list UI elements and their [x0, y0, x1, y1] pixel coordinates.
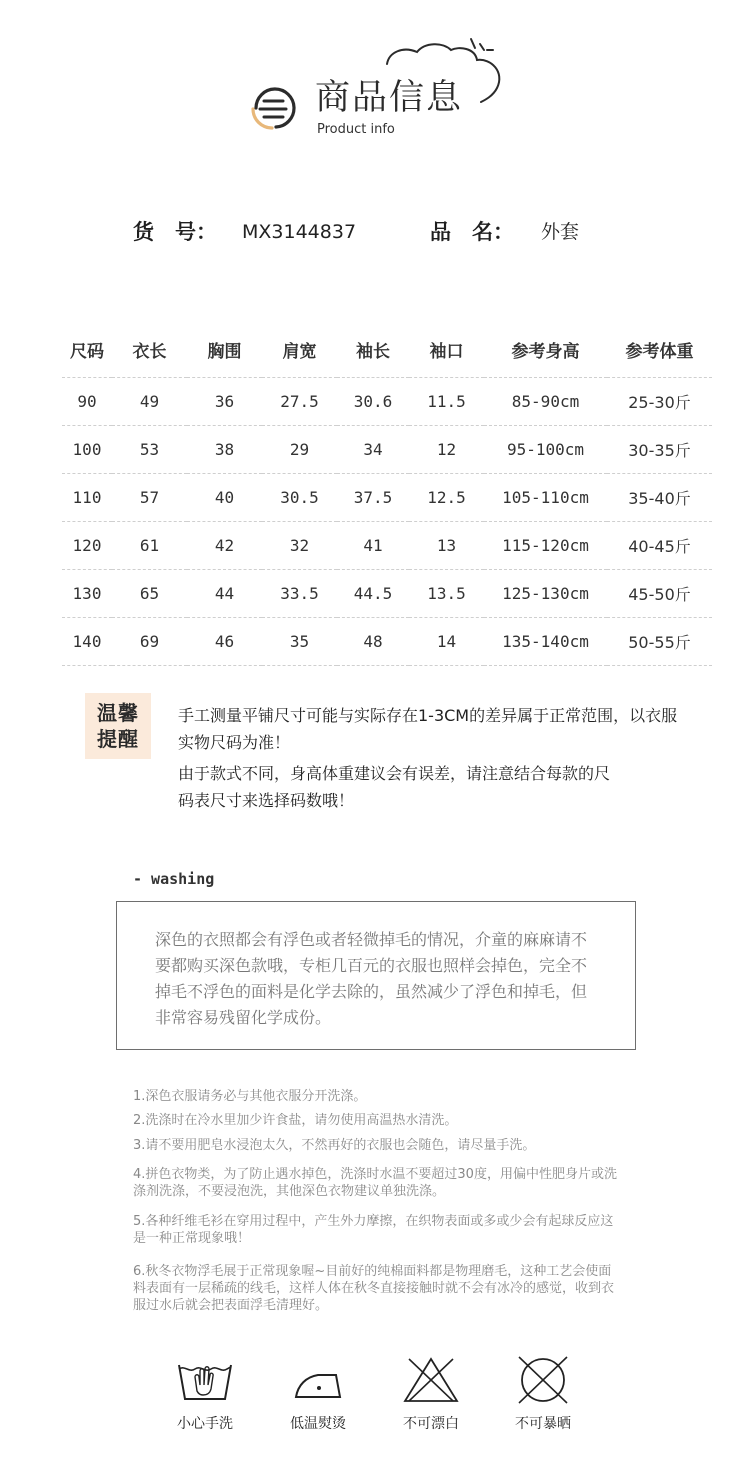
- table-row: [62, 618, 712, 666]
- table-cell: 65: [112, 570, 187, 618]
- table-cell: 50-55斤: [607, 618, 712, 666]
- menu-circle-icon: [250, 85, 300, 131]
- table-cell: 11.5: [409, 378, 484, 426]
- table-cell: 44: [187, 570, 262, 618]
- table-cell: 110: [62, 474, 112, 522]
- table-cell: 35-40斤: [607, 474, 712, 522]
- table-cell: 13.5: [409, 570, 484, 618]
- washing-note: 3.请不要用肥皂水浸泡太久，不然再好的衣服也会随色，请尽量手洗。: [133, 1138, 536, 1153]
- table-cell: 115-120cm: [484, 522, 607, 570]
- table-cell: 40-45斤: [607, 522, 712, 570]
- washing-note: 6.秋冬衣物浮毛展于正常现象喔~目前好的纯棉面料都是物理磨毛，这种工艺会使面料表面有一层稀疏的线毛，这样人体在秋冬直接接触时就不会有冰冷的感觉，收到衣服过水后就会把表面浮毛清理好。: [133, 1264, 615, 1313]
- table-cell: 140: [62, 618, 112, 666]
- column-header: 尺码: [62, 322, 112, 378]
- washing-note: 4.拼色衣物类，为了防止遇水掉色，洗涤时水温不要超过30度，用偏中性肥身片或洗涤剂洗涤，不要浸泡洗，其他深色衣物建议单独洗涤。: [133, 1167, 617, 1199]
- table-row: [62, 522, 712, 570]
- care-label: 小心手洗: [177, 1416, 233, 1432]
- table-cell: 29: [262, 426, 337, 474]
- table-cell: 33.5: [262, 570, 337, 618]
- table-cell: 30-35斤: [607, 426, 712, 474]
- no-tumble-dry-icon: [513, 1355, 573, 1405]
- column-header: 袖口: [409, 322, 484, 378]
- reminder-paragraph: 由于款式不同，身高体重建议会有误差，请注意结合每款的尺码表尺寸来选择码数哦！: [178, 764, 611, 810]
- washing-note: 1.深色衣服请务必与其他衣服分开洗涤。: [133, 1089, 367, 1104]
- care-item-hand-wash: [160, 1355, 250, 1433]
- low-iron-icon: [288, 1355, 348, 1405]
- table-row: [62, 378, 712, 426]
- reminder-badge-line: 提醒: [97, 727, 139, 751]
- care-item-no-tumble-dry: [498, 1355, 588, 1433]
- table-cell: 48: [337, 618, 409, 666]
- table-cell: 37.5: [337, 474, 409, 522]
- product-name-label: 品 名：: [430, 220, 514, 244]
- table-cell: 49: [112, 378, 187, 426]
- washing-info-box: [116, 901, 636, 1050]
- column-header: 衣长: [112, 322, 187, 378]
- table-cell: 95-100cm: [484, 426, 607, 474]
- table-row: [62, 474, 712, 522]
- table-row: [62, 570, 712, 618]
- table-cell: 44.5: [337, 570, 409, 618]
- sku-label: 货 号：: [133, 220, 217, 244]
- table-header-row: [62, 322, 712, 378]
- table-cell: 13: [409, 522, 484, 570]
- table-cell: 36: [187, 378, 262, 426]
- reminder-badge: [85, 693, 151, 759]
- table-cell: 35: [262, 618, 337, 666]
- table-cell: 105-110cm: [484, 474, 607, 522]
- table-cell: 12: [409, 426, 484, 474]
- table-cell: 46: [187, 618, 262, 666]
- hand-wash-icon: [175, 1355, 235, 1405]
- table-cell: 130: [62, 570, 112, 618]
- reminder-paragraph: 手工测量平铺尺寸可能与实际存在1-3CM的差异属于正常范围，以衣服实物尺码为准！: [178, 706, 678, 752]
- column-header: 参考身高: [484, 322, 607, 378]
- column-header: 胸围: [187, 322, 262, 378]
- care-label: 不可漂白: [403, 1416, 459, 1432]
- table-cell: 34: [337, 426, 409, 474]
- washing-title: - washing: [133, 870, 215, 888]
- table-cell: 40: [187, 474, 262, 522]
- no-bleach-icon: [401, 1355, 461, 1405]
- table-cell: 14: [409, 618, 484, 666]
- table-cell: 53: [112, 426, 187, 474]
- care-item-low-iron: [273, 1355, 363, 1433]
- table-cell: 12.5: [409, 474, 484, 522]
- table-cell: 61: [112, 522, 187, 570]
- table-cell: 120: [62, 522, 112, 570]
- table-cell: 69: [112, 618, 187, 666]
- care-label: 不可暴晒: [515, 1416, 571, 1432]
- product-name-value: 外套: [541, 221, 580, 243]
- column-header: 参考体重: [607, 322, 712, 378]
- sku-value: MX3144837: [242, 221, 357, 243]
- table-cell: 57: [112, 474, 187, 522]
- table-cell: 45-50斤: [607, 570, 712, 618]
- table-cell: 125-130cm: [484, 570, 607, 618]
- table-row: [62, 426, 712, 474]
- table-cell: 25-30斤: [607, 378, 712, 426]
- washing-info-text: 深色的衣照都会有浮色或者轻微掉毛的情况，介童的麻麻请不要都购买深色款哦，专柜几百元的衣服也照样会掉色，完全不掉毛不浮色的面料是化学去除的，虽然减少了浮色和掉毛，但非常容易残留化学成份。: [155, 930, 588, 1027]
- column-header: 袖长: [337, 322, 409, 378]
- table-cell: 42: [187, 522, 262, 570]
- washing-note: 5.各种纤维毛衫在穿用过程中，产生外力摩擦，在织物表面或多或少会有起球反应这是一种正常现象哦！: [133, 1214, 614, 1246]
- table-cell: 38: [187, 426, 262, 474]
- table-cell: 30.6: [337, 378, 409, 426]
- table-cell: 30.5: [262, 474, 337, 522]
- table-cell: 100: [62, 426, 112, 474]
- care-item-no-bleach: [386, 1355, 476, 1433]
- section-subtitle: Product info: [317, 122, 395, 137]
- table-cell: 27.5: [262, 378, 337, 426]
- reminder-badge-line: 温馨: [97, 701, 139, 725]
- table-cell: 41: [337, 522, 409, 570]
- table-cell: 90: [62, 378, 112, 426]
- care-label: 低温熨烫: [290, 1416, 346, 1432]
- table-cell: 32: [262, 522, 337, 570]
- table-cell: 135-140cm: [484, 618, 607, 666]
- table-cell: 85-90cm: [484, 378, 607, 426]
- column-header: 肩宽: [262, 322, 337, 378]
- washing-note: 2.洗涤时在冷水里加少许食盐，请勿使用高温热水清洗。: [133, 1113, 458, 1128]
- section-title: 商品信息: [315, 78, 464, 118]
- size-table: [62, 322, 712, 666]
